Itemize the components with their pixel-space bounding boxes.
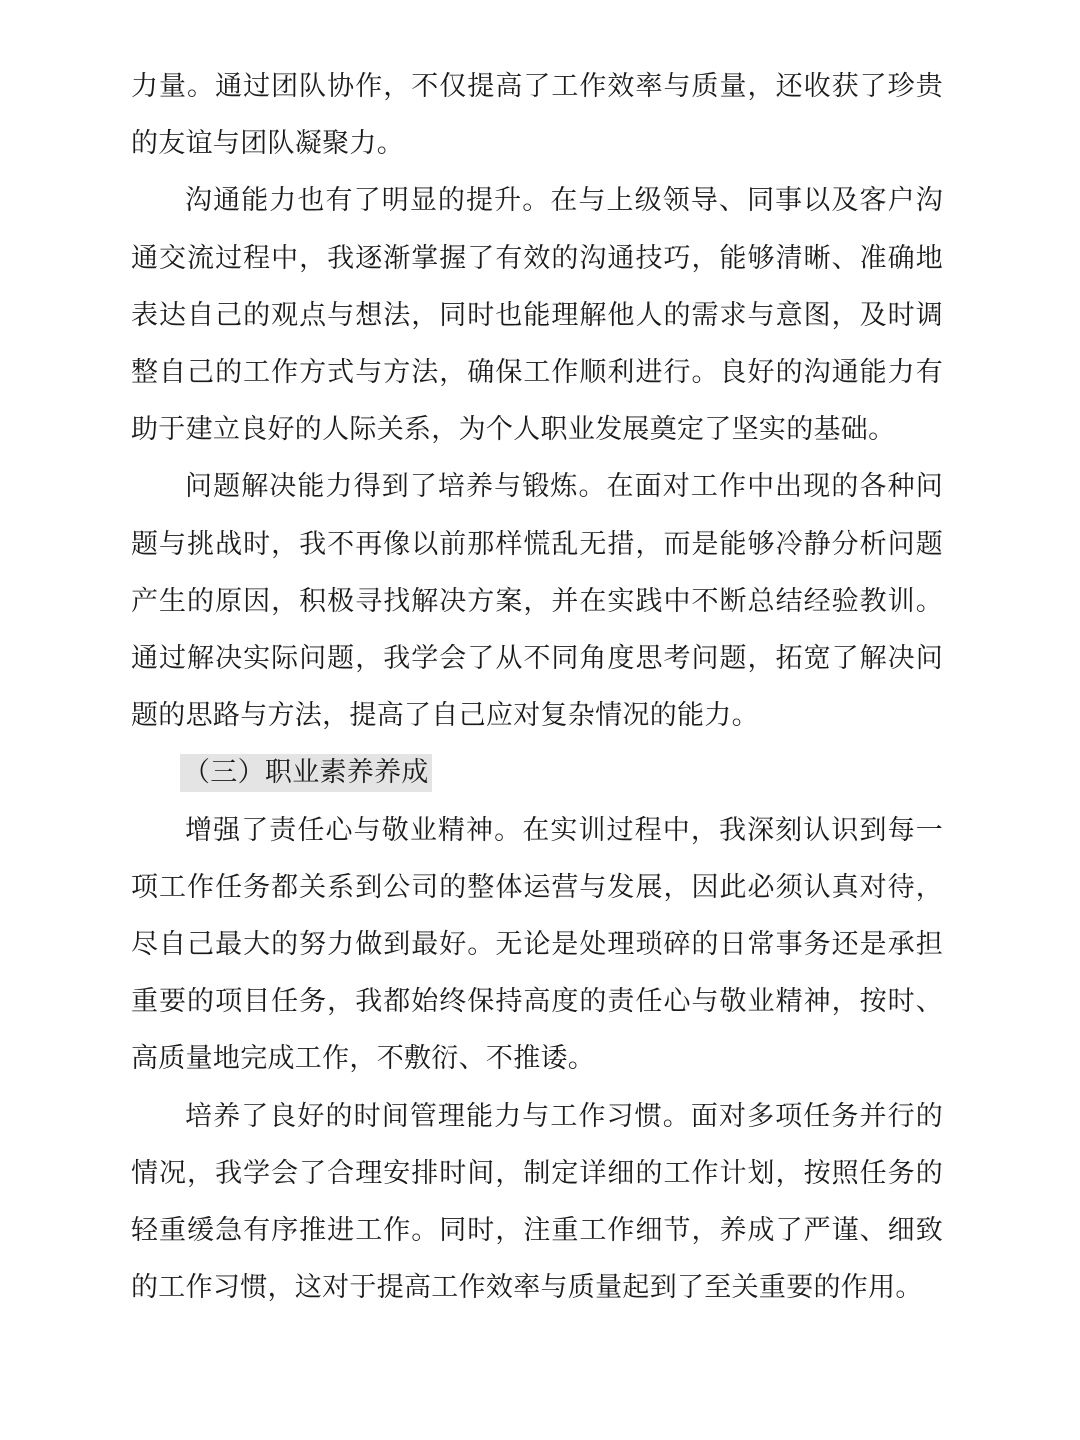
section-heading: [131, 744, 943, 801]
section-heading-text: （三）职业素养养成: [180, 754, 432, 792]
paragraph-time-management: 培养了良好的时间管理能力与工作习惯。面对多项任务并行的情况，我学会了合理安排时间，制定详细的工作计划，按照任务的轻重缓急有序推进工作。同时，注重工作细节，养成了严谨、细致的工作习惯，这对于提高工作效率与质量起到了至关重要的作用。: [131, 1100, 943, 1304]
paragraph-responsibility: 增强了责任心与敬业精神。在实训过程中，我深刻认识到每一项工作任务都关系到公司的整体运营与发展，因此必须认真对待，尽自己最大的努力做到最好。无论是处理琐碎的日常事务还是承担重要的项目任务，我都始终保持高度的责任心与敬业精神，按时、高质量地完成工作，不敷衍、不推诿。: [131, 814, 943, 1075]
paragraph-communication-skills: 沟通能力也有了明显的提升。在与上级领导、同事以及客户沟通交流过程中，我逐渐掌握了有效的沟通技巧，能够清晰、准确地表达自己的观点与想法，同时也能理解他人的需求与意图，及时调整自己的工作方式与方法，确保工作顺利进行。良好的沟通能力有助于建立良好的人际关系，为个人职业发展奠定了坚实的基础。: [131, 185, 943, 446]
document-page: [131, 58, 943, 1316]
paragraph-problem-solving: 问题解决能力得到了培养与锻炼。在面对工作中出现的各种问题与挑战时，我不再像以前那样慌乱无措，而是能够冷静分析问题产生的原因，积极寻找解决方案，并在实践中不断总结经验教训。通过解决实际问题，我学会了从不同角度思考问题，拓宽了解决问题的思路与方法，提高了自己应对复杂情况的能力。: [131, 471, 943, 732]
paragraph-team-collaboration: 力量。通过团队协作，不仅提高了工作效率与质量，还收获了珍贵的友谊与团队凝聚力。: [131, 71, 943, 160]
